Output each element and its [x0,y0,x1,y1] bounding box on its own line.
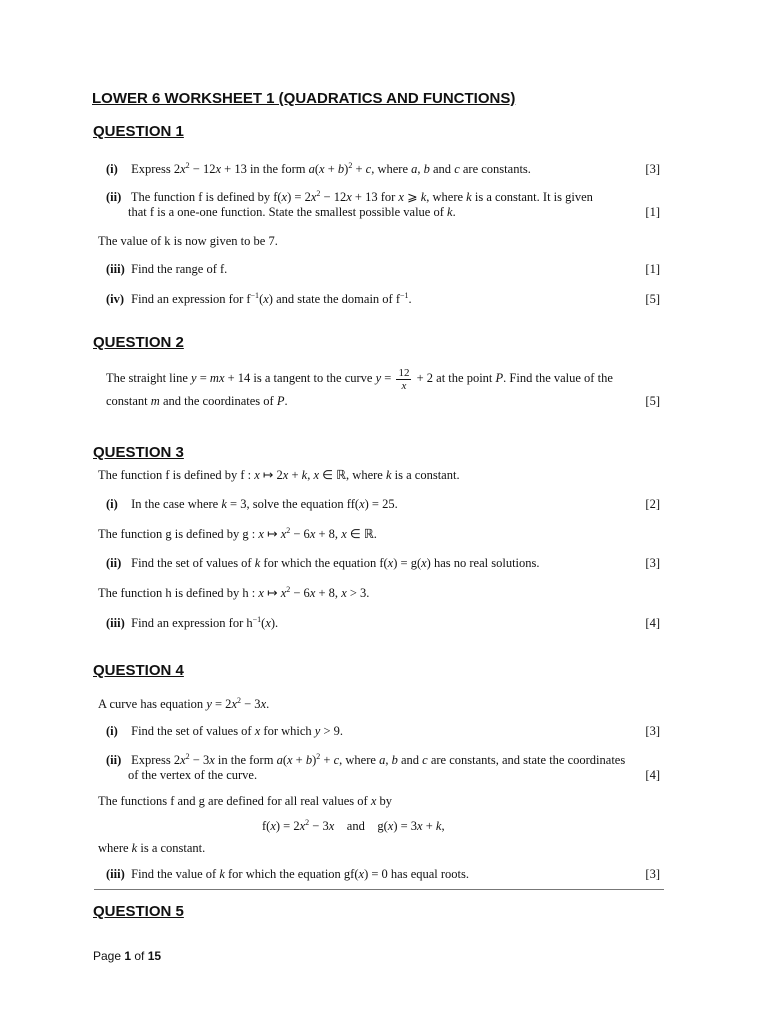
q1-part-iv: (iv) Find an expression for $f^{-1}(x)$ and state the domain of $f^{-1}$. [5] [106,291,660,306]
q1-given: The value of k is now given to be 7. [98,234,278,248]
q4-part-iii: (iii) Find the value of k for which the equation gf(x) = 0 has equal roots. [3] [106,867,660,881]
q3-part-iii: (iii) Find an expression for $h^{-1}(x)$. [4] [106,615,660,630]
page-total: 15 [147,949,162,963]
question-2-heading: QUESTION 2 [93,334,184,351]
page-footer: Page 1 of 15 [93,949,162,963]
q3-part-ii: (ii) Find the set of values of k for which the equation f(x) = g(x) has no real solutions. [3] [106,556,660,570]
fraction-12-over-x: $\frac{12}{x}$ [398,366,410,392]
q1-part-iii: (iii) Find the range of f. [1] [106,262,660,276]
q4-part-i: (i) Find the set of values of x for which y > 9. [3] [106,724,660,738]
question-1-heading: QUESTION 1 [93,123,184,140]
q1-part-i: (i) Express $2x^2 - 12x + 13$ in the form $a(x + b)^2 + c$, where a, b and c are constants. [3] [106,161,660,176]
q4-part-ii: (ii) Express $2x^2 - 3x$ in the form $a(x + b)^2 + c$, where a, b and c are constants, and state the coordinates [106,752,626,767]
page-title: LOWER 6 WORKSHEET 1 (QUADRATICS AND FUNCTIONS) [92,90,516,107]
q4-intro: A curve has equation $y = 2x^2 - 3x$. [98,696,270,711]
question-4-heading: QUESTION 4 [93,662,184,679]
q2-text: The straight line y = mx + 14 is a tangent to the curve y = $\frac{12}{x}$ + 2 at the point P. Find the value of the [106,366,613,392]
divider-rule [94,889,664,890]
q3-part-i: (i) In the case where k = 3, solve the equation ff(x) = 25. [2] [106,497,660,511]
q4-fg-def: $f(x) = 2x^2 - 3x$ and g(x) = 3x + k, [262,818,445,833]
q4-part-ii-cont: of the vertex of the curve. [4] [128,768,660,782]
q2-text-cont: constant m and the coordinates of P. [5] [106,394,660,408]
q3-intro: The function f is defined by f : x ↦ 2x + k, x ∈ ℝ, where k is a constant. [98,468,460,482]
q3-g-def: The function g is defined by g : x ↦ $x^2 - 6x + 8$, x ∈ ℝ. [98,526,377,541]
question-5-heading: QUESTION 5 [93,903,184,920]
q4-k-note: where k is a constant. [98,841,206,855]
q3-h-def: The function h is defined by h : x ↦ $x^2 - 6x + 8$, x > 3. [98,585,370,600]
q4-fg-intro: The functions f and g are defined for all real values of x by [98,794,392,808]
question-3-heading: QUESTION 3 [93,444,184,461]
q1-part-ii: (ii) The function f is defined by $f(x) = 2x^2 - 12x + 13$ for x ⩾ k, where k is a constant. It is given [106,189,593,204]
q1-part-ii-cont: that f is a one-one function. State the smallest possible value of k. [1] [128,205,660,219]
page-current: 1 [124,949,132,963]
